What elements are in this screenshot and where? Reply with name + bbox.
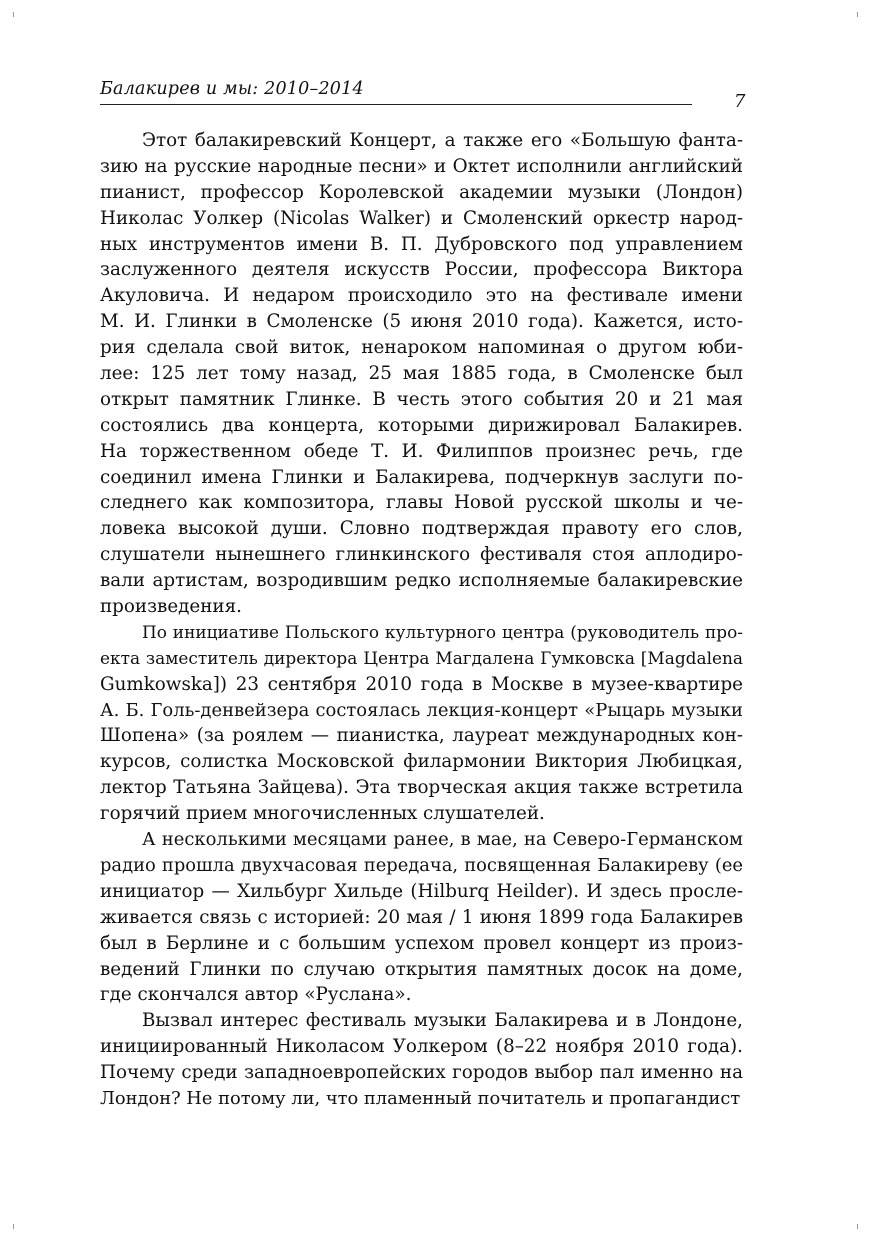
text-line: инициированный Николасом Уолкером (8–22 ноября 2010 года). xyxy=(100,1036,743,1058)
text-line: ных инструментов имени В. П. Дубровского под управлением xyxy=(100,233,743,255)
text-line: зию на русские народные песни» и Октет исполнили английский xyxy=(100,155,743,177)
text-line: ловека высокой души. Словно подтверждая правоту его слов, xyxy=(100,518,743,540)
running-title: Балакирев и мы: 2010–2014 xyxy=(100,79,364,99)
text-line: рия сделала свой виток, ненароком напоминая о другом юби- xyxy=(100,337,743,359)
crop-mark-bottom-left xyxy=(13,1224,14,1229)
text-line: вали артистам, возродившим редко исполняемые балакиревские xyxy=(100,570,743,592)
text-line: ведений Глинки по случаю открытия памятных досок на доме, xyxy=(100,958,743,980)
text-line: состоялись два концерта, которыми дирижировал Балакирев. xyxy=(100,414,743,436)
text-line: лектор Татьяна Зайцева). Эта творческая акция также встретила xyxy=(100,777,743,799)
paragraph xyxy=(100,128,743,620)
text-line: А. Б. Голь-денвейзера состоялась лекция-концерт «Рыцарь музыки xyxy=(100,699,743,721)
crop-mark-top-right xyxy=(857,12,858,17)
text-line: где скончался автор «Руслана». xyxy=(100,984,412,1006)
text-line: Лондон? Не потому ли, что пламенный почитатель и пропагандист xyxy=(100,1087,741,1109)
running-header xyxy=(100,78,692,105)
body-text xyxy=(100,128,743,1112)
text-line: екта заместитель директора Центра Магдалена Гумковска [Magdalena xyxy=(100,647,743,668)
page-number: 7 xyxy=(734,91,746,112)
crop-mark-top-left xyxy=(13,12,14,17)
text-line: слушатели нынешнего глинкинского фестиваля стоя аплодиро- xyxy=(100,544,743,566)
text-line: соединил имена Глинки и Балакирева, подчеркнув заслуги по- xyxy=(100,466,743,488)
text-line: открыт памятник Глинке. В честь этого события 20 и 21 мая xyxy=(100,388,743,410)
text-line: М. И. Глинки в Смоленске (5 июня 2010 года). Кажется, исто- xyxy=(100,311,743,333)
text-line: Шопена» (за роялем — пианистка, лауреат международных кон- xyxy=(100,725,743,747)
text-line: курсов, солистка Московской филармонии Виктория Любицкая, xyxy=(100,751,743,773)
text-line: следнего как композитора, главы Новой русской школы и че- xyxy=(100,492,743,514)
text-line: горячий прием многочисленных слушателей. xyxy=(100,803,545,825)
paragraph xyxy=(100,827,743,1008)
text-line: На торжественном обеде Т. И. Филиппов произнес речь, где xyxy=(100,440,743,462)
text-line: Gumkowska]) 23 сентября 2010 года в Москве в музее-квартире xyxy=(100,673,743,695)
text-line: радио прошла двухчасовая передача, посвященная Балакиреву (ее xyxy=(100,854,743,876)
text-line: Почему среди западноевропейских городов выбор пал именно на xyxy=(100,1062,743,1084)
text-line: живается связь с историей: 20 мая / 1 июня 1899 года Балакирев xyxy=(100,906,743,928)
text-line: Вызвал интерес фестиваль музыки Балакирева и в Лондоне, xyxy=(142,1010,743,1032)
text-line: заслуженного деятеля искусств России, профессора Виктора xyxy=(100,259,743,281)
paragraph xyxy=(100,620,743,827)
text-line: Николас Уолкер (Nicolas Walker) и Смоленский оркестр народ- xyxy=(100,207,743,229)
text-line: пианист, профессор Королевской академии музыки (Лондон) xyxy=(100,181,743,203)
text-line: произведения. xyxy=(100,596,242,618)
crop-mark-bottom-right xyxy=(857,1224,858,1229)
text-line: инициатор — Хильбург Хильде (Hilburq Heilder). И здесь просле- xyxy=(100,880,743,902)
text-line: Акуловича. И недаром происходило это на фестивале имени xyxy=(100,285,743,307)
paragraph xyxy=(100,1008,743,1112)
text-line: А несколькими месяцами ранее, в мае, на Северо-Германском xyxy=(142,829,743,851)
text-line: По инициативе Польского культурного центра (руководитель про- xyxy=(142,621,743,642)
text-line: лее: 125 лет тому назад, 25 мая 1885 года, в Смоленске был xyxy=(100,363,743,385)
text-line: был в Берлине и с большим успехом провел концерт из произ- xyxy=(100,932,743,954)
text-line: Этот балакиревский Концерт, а также его «Большую фанта- xyxy=(142,130,743,151)
